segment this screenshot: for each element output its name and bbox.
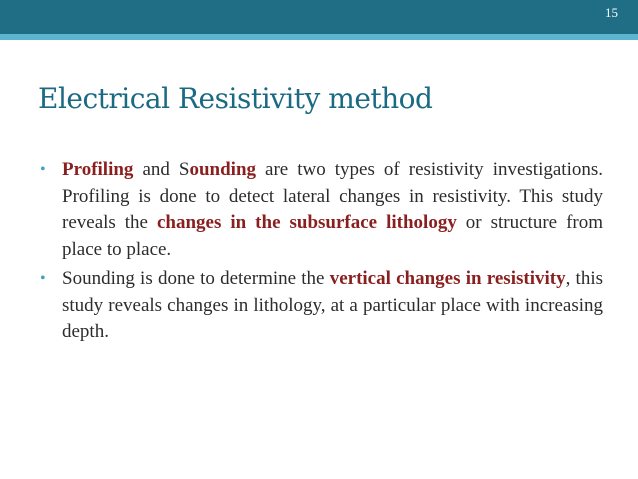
bullet-list <box>38 157 603 349</box>
highlight-vertical-changes: vertical changes in resistivity <box>329 268 566 289</box>
highlight-profiling: Profiling <box>62 159 134 180</box>
bullet-item-profiling-sounding <box>38 157 603 263</box>
highlight-sounding: ounding <box>189 159 257 180</box>
slide-title: Electrical Resistivity method <box>38 82 433 115</box>
bullet-text: are two types of resistivity investigations. Profiling is done to detect lateral changes in resistivity. This study reveals the <box>62 159 603 233</box>
slide-number: 15 <box>605 5 618 20</box>
bullet-text: S <box>178 159 190 180</box>
bullet-text: or structure from place to place. <box>62 212 604 260</box>
header-bar <box>0 0 638 34</box>
bullet-dot-icon: • <box>40 161 46 178</box>
bullet-dot-icon: • <box>40 270 46 287</box>
bullet-text: , this study reveals changes in lithology, at a particular place with increasing depth. <box>62 268 603 342</box>
bullet-text: Sounding is done to determine the <box>62 268 330 289</box>
bullet-text: and <box>133 159 179 180</box>
highlight-lithology-changes: changes in the subsurface lithology <box>156 212 457 233</box>
header-stripe <box>0 34 638 40</box>
bullet-item-sounding <box>38 266 603 346</box>
